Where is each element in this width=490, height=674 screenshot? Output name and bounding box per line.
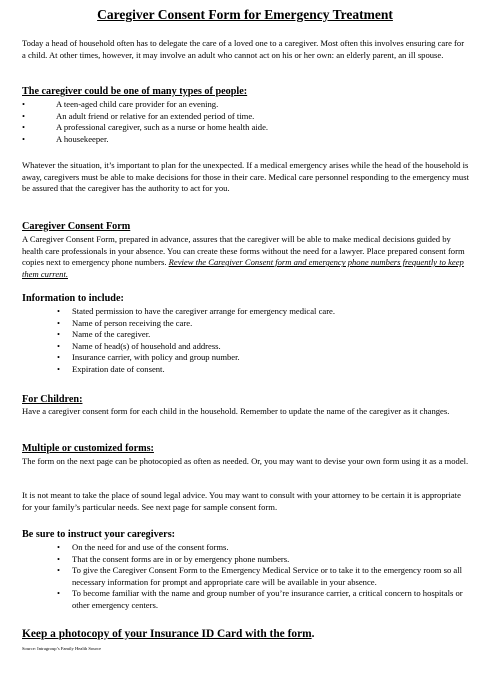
source-note: Source: Intragroup’s Family Health Source <box>22 646 102 651</box>
list-item: • A housekeeper. <box>56 134 466 146</box>
list-item: • Expiration date of consent. <box>72 364 472 376</box>
list-item: • Name of person receiving the care. <box>72 318 472 330</box>
consent-form-paragraph <box>22 234 470 280</box>
closing-text: Keep a photocopy of your Insurance ID Card with the form <box>22 628 312 640</box>
consent-form-heading: Caregiver Consent Form <box>22 221 131 232</box>
caregiver-types-list <box>56 99 466 145</box>
list-item: • Name of head(s) of household and address. <box>72 341 472 353</box>
consent-text: A Caregiver Consent Form, prepared in advance, assures that the caregiver will be able to make medical decisions guided by health care professionals in your absence. You can create these forms without the need for a lawyer. Place prepared consent form copies next to emergency phone numbers. <box>22 234 465 268</box>
legal-advice-paragraph: It is not meant to take the place of sound legal advice. You may want to consult with your attorney to be certain it is appropriate for your family’s particular needs. See next page for sample consent form. <box>22 490 461 512</box>
closing-statement <box>22 627 314 641</box>
list-item: • A teen-aged child care provider for an evening. <box>56 99 466 111</box>
caregiver-types-heading: The caregiver could be one of many types of people: <box>22 86 248 97</box>
consent-review-note: Review the Caregiver Consent form and emergency phone numbers frequently to keep them current. <box>22 257 464 279</box>
instruct-heading: Be sure to instruct your caregivers: <box>22 529 176 540</box>
list-item: • Stated permission to have the caregiver arrange for emergency medical care. <box>72 306 472 318</box>
list-item: • An adult friend or relative for an extended period of time. <box>56 111 466 123</box>
list-item: • On the need for and use of the consent forms. <box>72 542 472 554</box>
list-item: • A professional caregiver, such as a nurse or home health aide. <box>56 122 466 134</box>
intro-paragraph: Today a head of household often has to delegate the care of a loved one to a caregiver. Most often this involves ensuring care for a child. At other times, however, it may involve an adult who cannot act on his or her own: an elderly parent, an ill spouse. <box>22 38 465 60</box>
page-title: Caregiver Consent Form for Emergency Treatment <box>97 7 393 22</box>
multiple-forms-heading: Multiple or customized forms: <box>22 443 154 454</box>
list-item: • To give the Caregiver Consent Form to the Emergency Medical Service or to take it to the emergency room so all necessary information for prompt and appropriate care will be available in your absence. <box>72 565 472 588</box>
multiple-forms-paragraph: The form on the next page can be photocopied as often as needed. Or, you may want to devise your own form using it as a model. <box>22 456 469 466</box>
list-item: • That the consent forms are in or by emergency phone numbers. <box>72 554 472 566</box>
children-paragraph: Have a caregiver consent form for each child in the household. Remember to update the name of the caregiver as it changes. <box>22 406 450 416</box>
instruct-list <box>72 542 472 612</box>
list-item: • Name of the caregiver. <box>72 329 472 341</box>
info-list <box>72 306 472 376</box>
list-item: • To become familiar with the name and group number of you’re insurance carrier, a critical concern to hospitals or other emergency centers. <box>72 588 472 611</box>
situation-paragraph: Whatever the situation, it’s important to plan for the unexpected. If a medical emergency arises while the head of the household is away, caregivers must be able to make decisions for those in their care. Medical care personnel responding to the emergency must be assured that the caregiver has the authority to act for you. <box>22 160 469 194</box>
closing-period: . <box>311 628 315 640</box>
info-heading: Information to include: <box>22 293 124 304</box>
list-item: • Insurance carrier, with policy and group number. <box>72 352 472 364</box>
children-heading: For Children: <box>22 394 83 405</box>
